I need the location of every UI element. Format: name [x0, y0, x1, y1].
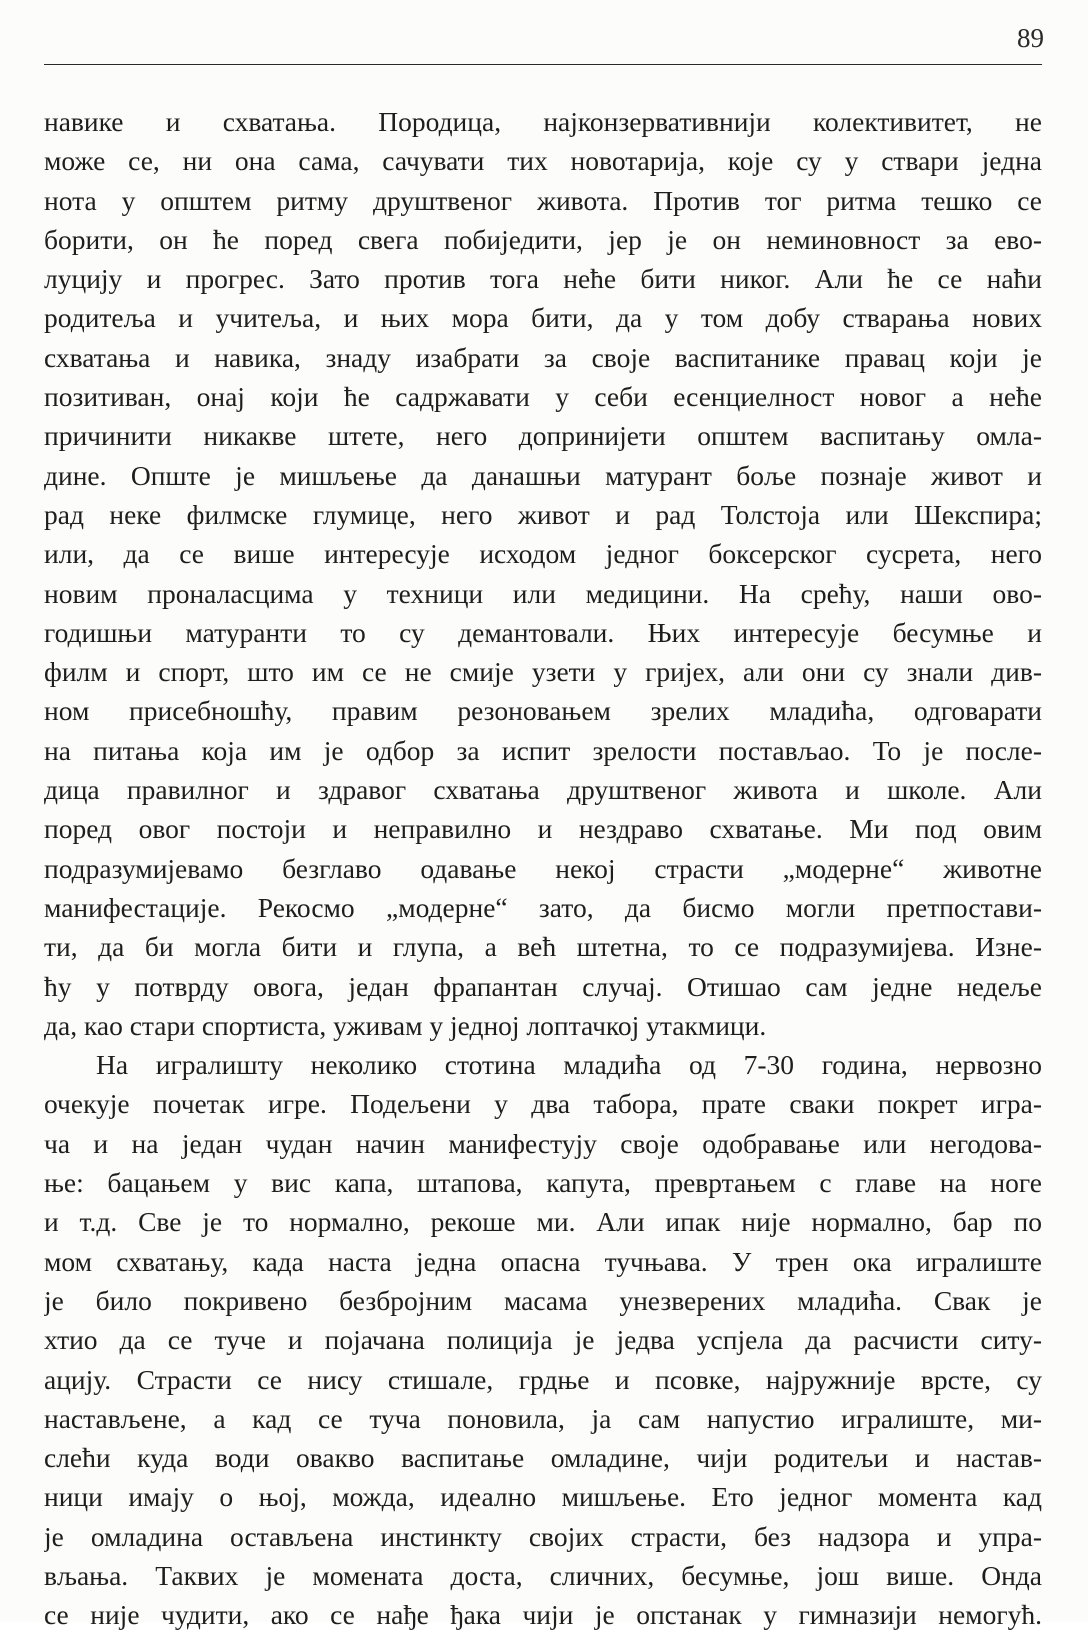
text-line: схватања и навика, знаду изабрати за своје васпитанике правац који је: [44, 341, 1042, 373]
text-line: годишњи матуранти то су демантовали. Њих интересује бесумње и: [44, 616, 1042, 648]
text-line: ти, да би могла бити и глупа, а већ штетна, то се подразумијева. Изне-: [44, 931, 1042, 963]
page-number: 89: [1017, 23, 1044, 53]
text-line: подразумијевамо безглаво одавање некој страсти „модерне“ животне: [44, 852, 1042, 884]
text-line: рад неке филмске глумице, него живот и рад Толстоја или Шекспира;: [44, 498, 1042, 530]
text-line: нота у општем ритму друштвеног живота. Против тог ритма тешко се: [44, 184, 1042, 216]
text-line: ча и на један чудан начин манифестују своје одобравање или негодова-: [44, 1127, 1042, 1159]
text-line: навике и схватања. Породица, најконзервативнији колективитет, не: [44, 106, 1042, 137]
text-line: настављене, а кад се туча поновила, ја сам напустио игралиште, ми-: [44, 1402, 1042, 1434]
text-line: борити, он ће поред свега побиједити, јер је он неминовност за ево-: [44, 223, 1042, 255]
text-line: хтио да се туче и појачана полиција је једва успјела да расчисти ситу-: [44, 1324, 1042, 1356]
text-line: манифестације. Рекосмо „модерне“ зато, да бисмо могли претпостави-: [44, 891, 1042, 923]
text-line: На игралишту неколико стотина младића од 7-30 година, нервозно: [96, 1049, 1042, 1081]
text-line: причинити никакве штете, него допринијети општем васпитању омла-: [44, 420, 1042, 452]
text-line: ње: бацањем у вис капа, штапова, капута, превртањем с главе на ноге: [44, 1167, 1042, 1199]
text-line: новим проналасцима у техници или медицини. На срећу, наши ово-: [44, 577, 1042, 609]
text-line: слећи куда води овакво васпитање омладине, чији родитељи и настав-: [44, 1442, 1042, 1474]
text-line: очекује почетак игре. Подељени у два табора, прате сваки покрет игра-: [44, 1088, 1042, 1120]
text-line: је омладина остављена инстинкту својих страсти, без надзора и упра-: [44, 1520, 1042, 1552]
text-line: може се, ни она сама, сачувати тих новотарија, које су у ствари једна: [44, 145, 1042, 177]
text-line: дица правилног и здравог схватања друштвеног живота и школе. Али: [44, 774, 1042, 806]
text-line: да, као стари спортиста, уживам у једној лоптачкој утакмици.: [44, 1009, 767, 1041]
text-line: ном присебношћу, правим резоновањем зрелих младића, одговарати: [44, 695, 1042, 727]
text-line: ници имају о њој, можда, идеално мишљење. Ето једног момента кад: [44, 1481, 1042, 1513]
text-line: вљања. Таквих је момената доста, сличних, бесумње, још више. Онда: [44, 1559, 1042, 1591]
text-line: ацију. Страсти се нису стишале, грдње и псовке, најружније врсте, су: [44, 1363, 1042, 1395]
text-line: или, да се више интересује исходом једног боксерског сусрета, него: [44, 538, 1042, 570]
paragraph-1: [44, 102, 1042, 1045]
header-rule: [44, 64, 1042, 65]
text-line: се није чудити, ако се нађе ђака чији је опстанак у гимназији немогућ.: [44, 1599, 1042, 1631]
text-line: на питања која им је одбор за испит зрелости постављао. То је после-: [44, 734, 1042, 766]
text-line: луцију и прогрес. Зато против тога неће бити никог. Али ће се наћи: [44, 263, 1042, 295]
body-text: [44, 102, 1042, 1635]
text-line: је било покривено безбројним масама унезверених младића. Свак је: [44, 1284, 1042, 1316]
text-line: родитеља и учитеља, и њих мора бити, да у том добу стварања нових: [44, 302, 1042, 334]
text-line: позитиван, онај који ће садржавати у себи есенциелност новог а неће: [44, 381, 1042, 413]
text-line: ћу у потврду овога, један фрапантан случај. Отишао сам једне недеље: [44, 970, 1042, 1002]
text-line: и т.д. Све је то нормално, рекоше ми. Али ипак није нормално, бар по: [44, 1206, 1042, 1238]
paragraph-2: [44, 1045, 1042, 1634]
text-line: дине. Опште је мишљење да данашњи матурант боље познаје живот и: [44, 459, 1042, 491]
text-line: поред овог постоји и неправилно и нездраво схватање. Ми под овим: [44, 813, 1042, 845]
text-line: филм и спорт, што им се не смије узети у гријех, али они су знали див-: [44, 656, 1042, 688]
text-line: мом схватању, када наста једна опасна тучњава. У трен ока игралиште: [44, 1245, 1042, 1277]
